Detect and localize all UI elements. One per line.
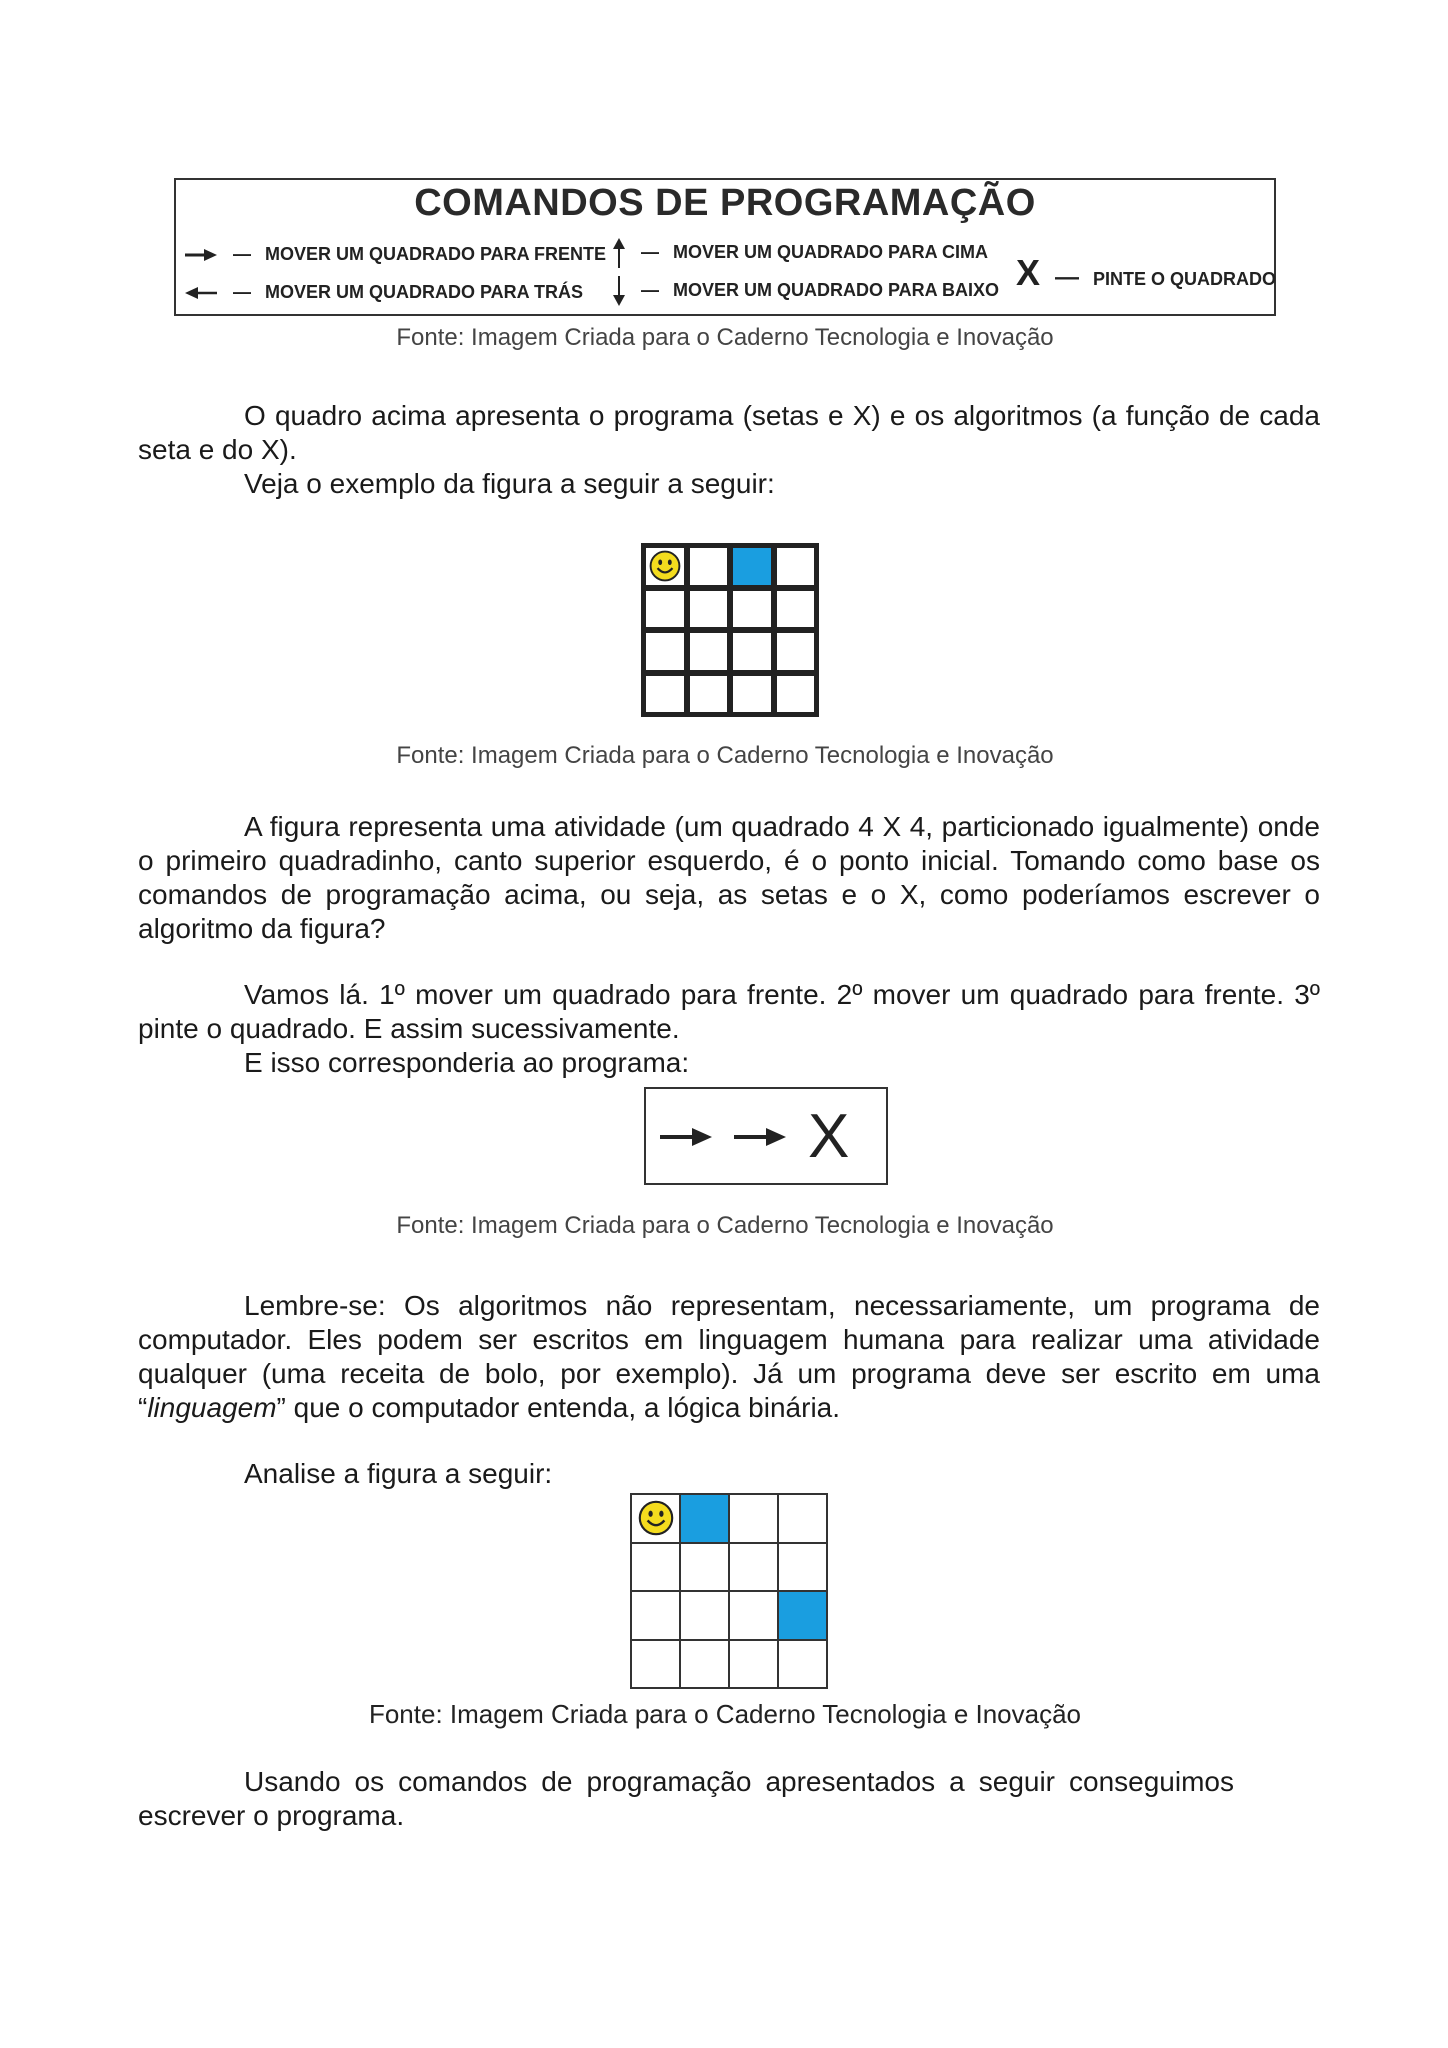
paragraph xyxy=(138,1289,1320,1425)
x-symbol: X xyxy=(808,1102,850,1171)
legend-item-back xyxy=(184,282,583,303)
grid-cell-painted xyxy=(681,1495,728,1542)
paragraph: Veja o exemplo da figura a seguir a seguir: xyxy=(244,468,775,499)
paragraph: O quadro acima apresenta o programa (setas e X) e os algoritmos (a função de cada seta e do X). xyxy=(138,400,1320,465)
legend-item-forward xyxy=(184,244,606,265)
right-arrow-icon xyxy=(660,1127,712,1147)
example-grid xyxy=(641,543,819,717)
grid-cell xyxy=(777,676,815,713)
grid-cell xyxy=(646,591,684,628)
grid-cell xyxy=(730,1495,777,1542)
figure-caption: Fonte: Imagem Criada para o Caderno Tecnologia e Inovação xyxy=(396,324,1054,351)
figure-caption: Fonte: Imagem Criada para o Caderno Tecnologia e Inovação xyxy=(368,1699,1082,1729)
dash: — xyxy=(233,244,252,264)
grid-cell xyxy=(779,1544,826,1591)
figure-caption: Fonte: Imagem Criada para o Caderno Tecnologia e Inovação xyxy=(396,742,1054,769)
smiley-icon xyxy=(638,1500,674,1536)
legend-item-paint xyxy=(1016,252,1276,294)
legend-label: MOVER UM QUADRADO PARA FRENTE xyxy=(265,244,607,264)
grid-cell-painted xyxy=(779,1592,826,1639)
left-arrow-icon xyxy=(184,286,218,300)
grid-cell xyxy=(733,633,771,670)
right-arrow-icon xyxy=(734,1127,786,1147)
commands-legend xyxy=(174,178,1276,316)
paragraph-text: ” que o computador entenda, a lógica binária. xyxy=(276,1392,841,1423)
grid-cell xyxy=(681,1641,728,1688)
dash: — xyxy=(233,282,252,302)
grid-cell xyxy=(730,1592,777,1639)
dash: — xyxy=(1055,264,1080,291)
paragraph: Analise a figura a seguir: xyxy=(244,1458,553,1489)
paragraph-text: Lembre-se: Os algoritmos não representam, necessariamente, um programa de computador. Eles podem ser escritos em linguagem humana para realizar uma atividade qualquer (uma receita de bolo, por exemplo). Já um programa deve ser escrito em uma “ xyxy=(138,1290,1320,1423)
grid-cell xyxy=(632,1592,679,1639)
paragraph: A figura representa uma atividade (um quadrado 4 X 4, particionado igualmente) onde o primeiro quadradinho, canto superior esquerdo, é o ponto inicial. Tomando como base os comandos de programação acima, ou seja, as setas e o X, como poderíamos escrever o algoritmo da figura? xyxy=(138,811,1320,944)
program-example-box xyxy=(644,1087,888,1185)
right-arrow-icon xyxy=(184,248,218,262)
grid-cell xyxy=(632,1641,679,1688)
activity-grid xyxy=(630,1493,828,1689)
grid-cell xyxy=(690,548,728,585)
dash: — xyxy=(641,241,660,262)
legend-label: MOVER UM QUADRADO PARA CIMA xyxy=(673,241,989,262)
grid-cell xyxy=(777,591,815,628)
grid-cell xyxy=(681,1592,728,1639)
grid-cell xyxy=(777,548,815,585)
grid-cell xyxy=(681,1544,728,1591)
grid-cell xyxy=(690,633,728,670)
legend-item-up xyxy=(612,238,988,268)
emphasis-word: linguagem xyxy=(147,1392,277,1423)
grid-cell xyxy=(730,1544,777,1591)
legend-title: COMANDOS DE PROGRAMAÇÃO xyxy=(414,182,1036,224)
dash: — xyxy=(641,279,660,300)
grid-cell xyxy=(646,676,684,713)
x-symbol: X xyxy=(1016,252,1041,293)
up-arrow-icon xyxy=(612,238,626,268)
grid-cell xyxy=(690,676,728,713)
grid-cell xyxy=(733,591,771,628)
grid-cell-painted xyxy=(733,548,771,585)
legend-label: PINTE O QUADRADO xyxy=(1093,269,1277,289)
figure-caption: Fonte: Imagem Criada para o Caderno Tecnologia e Inovação xyxy=(396,1212,1054,1239)
smiley-icon xyxy=(649,550,681,582)
paragraph: Usando os comandos de programação apresentados a seguir conseguimos escrever o programa. xyxy=(138,1766,1234,1831)
grid-cell xyxy=(777,633,815,670)
grid-cell xyxy=(779,1495,826,1542)
grid-cell xyxy=(646,548,684,585)
paragraph: E isso corresponderia ao programa: xyxy=(244,1047,690,1078)
down-arrow-icon xyxy=(612,276,626,306)
grid-cell xyxy=(779,1641,826,1688)
legend-label: MOVER UM QUADRADO PARA TRÁS xyxy=(265,282,584,302)
grid-cell xyxy=(646,633,684,670)
legend-label: MOVER UM QUADRADO PARA BAIXO xyxy=(673,279,1000,300)
grid-cell xyxy=(632,1544,679,1591)
grid-cell xyxy=(690,591,728,628)
paragraph: Vamos lá. 1º mover um quadrado para frente. 2º mover um quadrado para frente. 3º pinte o quadrado. E assim sucessivamente. xyxy=(138,979,1320,1044)
grid-cell xyxy=(733,676,771,713)
grid-cell xyxy=(632,1495,679,1542)
grid-cell xyxy=(730,1641,777,1688)
legend-item-down xyxy=(612,276,999,306)
